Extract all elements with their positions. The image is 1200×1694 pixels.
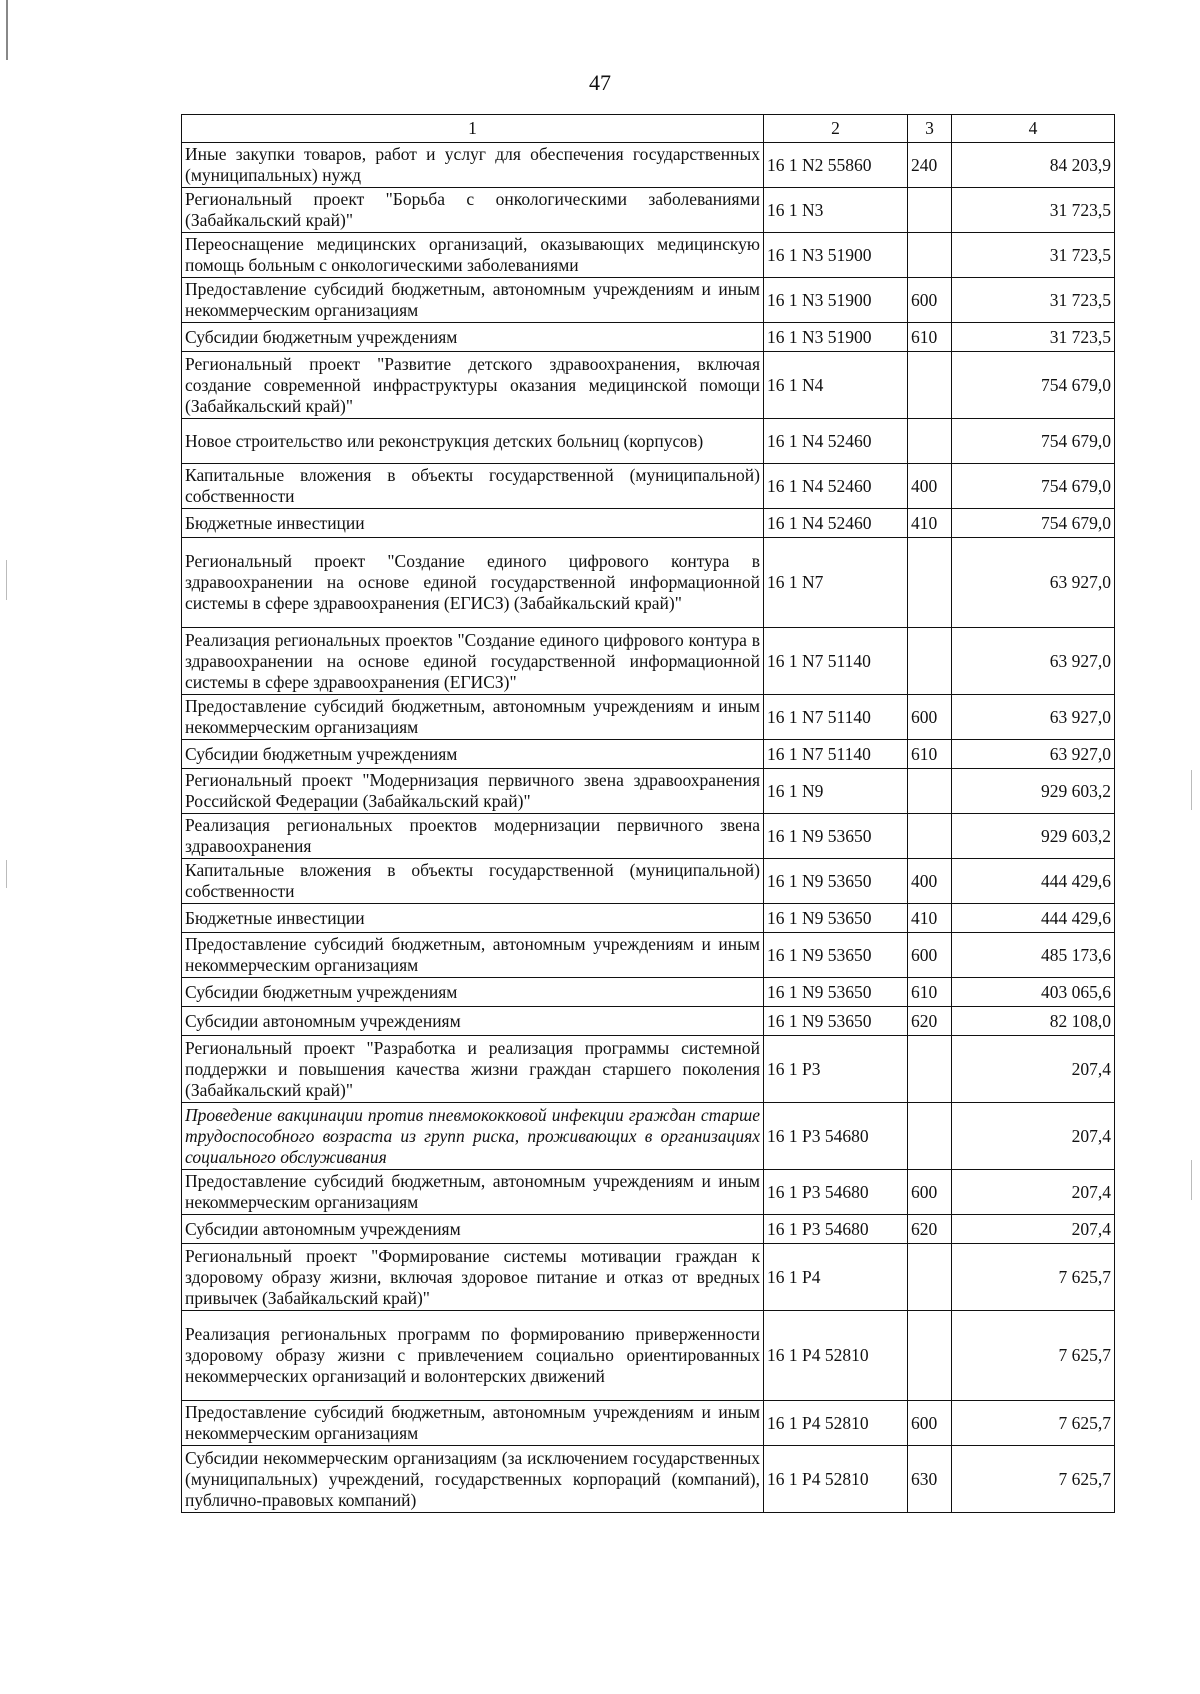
row-code-cell: 16 1 N4 52460: [764, 419, 908, 464]
row-code-cell: 16 1 P3 54680: [764, 1170, 908, 1215]
table-row: [182, 464, 1115, 509]
row-amount-cell: 31 723,5: [952, 233, 1115, 278]
row-amount-cell: 929 603,2: [952, 814, 1115, 859]
row-type-cell: 410: [908, 509, 952, 538]
row-name-cell: Иные закупки товаров, работ и услуг для обеспечения государственных (муниципальных) нужд: [182, 143, 764, 188]
row-type-cell: 600: [908, 1170, 952, 1215]
row-amount-cell: 754 679,0: [952, 352, 1115, 419]
table-row: [182, 769, 1115, 814]
header-col-4: 4: [952, 115, 1115, 143]
row-name-cell: Новое строительство или реконструкция детских больниц (корпусов): [182, 419, 764, 464]
row-name-cell: Переоснащение медицинских организаций, оказывающих медицинскую помощь больным с онкологическими заболеваниями: [182, 233, 764, 278]
row-name-cell: Субсидии автономным учреждениям: [182, 1007, 764, 1036]
row-code-cell: 16 1 N9 53650: [764, 814, 908, 859]
row-code-cell: 16 1 N2 55860: [764, 143, 908, 188]
row-name-cell: Капитальные вложения в объекты государственной (муниципальной) собственности: [182, 859, 764, 904]
table-row: [182, 278, 1115, 323]
row-code-cell: 16 1 N9 53650: [764, 933, 908, 978]
row-code-cell: 16 1 N9 53650: [764, 859, 908, 904]
row-amount-cell: 444 429,6: [952, 904, 1115, 933]
row-name-cell: Бюджетные инвестиции: [182, 509, 764, 538]
table-row: [182, 1311, 1115, 1401]
row-amount-cell: 754 679,0: [952, 464, 1115, 509]
scan-edge-mark: [1191, 770, 1192, 810]
row-name-cell: Региональный проект "Борьба с онкологическими заболеваниями (Забайкальский край)": [182, 188, 764, 233]
row-name-cell: Проведение вакцинации против пневмококковой инфекции граждан старше трудоспособного возраста из групп риска, проживающих в организациях социального обслуживания: [182, 1103, 764, 1170]
row-code-cell: 16 1 N9: [764, 769, 908, 814]
table-row: [182, 538, 1115, 628]
row-name-cell: Предоставление субсидий бюджетным, автономным учреждениям и иным некоммерческим организациям: [182, 695, 764, 740]
table-row: [182, 628, 1115, 695]
table-row: [182, 323, 1115, 352]
table-row: [182, 1103, 1115, 1170]
header-col-1: 1: [182, 115, 764, 143]
row-code-cell: 16 1 N9 53650: [764, 1007, 908, 1036]
row-type-cell: 600: [908, 278, 952, 323]
row-code-cell: 16 1 N7 51140: [764, 628, 908, 695]
table-row: [182, 1215, 1115, 1244]
row-type-cell: 610: [908, 323, 952, 352]
row-name-cell: Субсидии автономным учреждениям: [182, 1215, 764, 1244]
budget-table-body: [182, 115, 1115, 1513]
row-amount-cell: 754 679,0: [952, 509, 1115, 538]
table-row: [182, 1170, 1115, 1215]
table-row: [182, 1244, 1115, 1311]
scan-edge-mark: [1191, 1160, 1192, 1200]
table-row: [182, 352, 1115, 419]
table-row: [182, 859, 1115, 904]
row-code-cell: 16 1 N7: [764, 538, 908, 628]
row-name-cell: Региональный проект "Модернизация первичного звена здравоохранения Российской Федерации (Забайкальский край)": [182, 769, 764, 814]
row-amount-cell: 207,4: [952, 1036, 1115, 1103]
row-type-cell: [908, 352, 952, 419]
row-amount-cell: 444 429,6: [952, 859, 1115, 904]
row-code-cell: 16 1 N9 53650: [764, 904, 908, 933]
row-amount-cell: 754 679,0: [952, 419, 1115, 464]
budget-table: [181, 114, 1115, 1513]
row-code-cell: 16 1 N3: [764, 188, 908, 233]
row-amount-cell: 63 927,0: [952, 740, 1115, 769]
row-code-cell: 16 1 N3 51900: [764, 323, 908, 352]
row-type-cell: [908, 1311, 952, 1401]
row-type-cell: 620: [908, 1007, 952, 1036]
table-row: [182, 1446, 1115, 1513]
row-code-cell: 16 1 P3 54680: [764, 1103, 908, 1170]
scan-edge-mark: [6, 0, 8, 60]
row-amount-cell: 82 108,0: [952, 1007, 1115, 1036]
row-code-cell: 16 1 N7 51140: [764, 740, 908, 769]
row-type-cell: [908, 233, 952, 278]
row-amount-cell: 31 723,5: [952, 323, 1115, 352]
row-amount-cell: 207,4: [952, 1170, 1115, 1215]
row-code-cell: 16 1 P3: [764, 1036, 908, 1103]
row-amount-cell: 7 625,7: [952, 1311, 1115, 1401]
row-type-cell: [908, 538, 952, 628]
row-amount-cell: 63 927,0: [952, 628, 1115, 695]
row-name-cell: Капитальные вложения в объекты государственной (муниципальной) собственности: [182, 464, 764, 509]
table-row: [182, 904, 1115, 933]
row-type-cell: 410: [908, 904, 952, 933]
row-code-cell: 16 1 P3 54680: [764, 1215, 908, 1244]
row-amount-cell: 31 723,5: [952, 278, 1115, 323]
row-type-cell: [908, 1244, 952, 1311]
row-name-cell: Предоставление субсидий бюджетным, автономным учреждениям и иным некоммерческим организациям: [182, 933, 764, 978]
row-code-cell: 16 1 N3 51900: [764, 278, 908, 323]
row-type-cell: [908, 1103, 952, 1170]
row-code-cell: 16 1 P4 52810: [764, 1311, 908, 1401]
header-col-3: 3: [908, 115, 952, 143]
table-row: [182, 1007, 1115, 1036]
row-amount-cell: 7 625,7: [952, 1446, 1115, 1513]
row-type-cell: 600: [908, 933, 952, 978]
row-code-cell: 16 1 P4 52810: [764, 1401, 908, 1446]
row-type-cell: 620: [908, 1215, 952, 1244]
row-code-cell: 16 1 N4 52460: [764, 509, 908, 538]
page-number: 47: [589, 70, 611, 95]
row-name-cell: Предоставление субсидий бюджетным, автономным учреждениям и иным некоммерческим организациям: [182, 1401, 764, 1446]
row-name-cell: Реализация региональных проектов модернизации первичного звена здравоохранения: [182, 814, 764, 859]
table-header-row: [182, 115, 1115, 143]
row-code-cell: 16 1 N4 52460: [764, 464, 908, 509]
row-name-cell: Предоставление субсидий бюджетным, автономным учреждениям и иным некоммерческим организациям: [182, 278, 764, 323]
table-row: [182, 695, 1115, 740]
row-type-cell: 600: [908, 695, 952, 740]
row-name-cell: Региональный проект "Разработка и реализация программы системной поддержки и повышения качества жизни граждан старшего поколения (Забайкальский край)": [182, 1036, 764, 1103]
table-row: [182, 978, 1115, 1007]
row-code-cell: 16 1 N4: [764, 352, 908, 419]
row-amount-cell: 31 723,5: [952, 188, 1115, 233]
scan-edge-mark: [6, 860, 7, 888]
row-type-cell: 600: [908, 1401, 952, 1446]
row-code-cell: 16 1 P4: [764, 1244, 908, 1311]
row-amount-cell: 84 203,9: [952, 143, 1115, 188]
row-code-cell: 16 1 P4 52810: [764, 1446, 908, 1513]
row-name-cell: Предоставление субсидий бюджетным, автономным учреждениям и иным некоммерческим организациям: [182, 1170, 764, 1215]
row-type-cell: [908, 419, 952, 464]
table-row: [182, 509, 1115, 538]
row-name-cell: Региональный проект "Развитие детского здравоохранения, включая создание современной инфраструктуры оказания медицинской помощи (Забайкальский край)": [182, 352, 764, 419]
row-type-cell: 630: [908, 1446, 952, 1513]
row-name-cell: Реализация региональных программ по формированию приверженности здоровому образу жизни с привлечением социально ориентированных некоммерческих организаций и волонтерских движений: [182, 1311, 764, 1401]
row-type-cell: [908, 628, 952, 695]
row-name-cell: Субсидии бюджетным учреждениям: [182, 323, 764, 352]
table-row: [182, 933, 1115, 978]
row-amount-cell: 7 625,7: [952, 1401, 1115, 1446]
scan-edge-mark: [6, 560, 7, 600]
row-type-cell: 610: [908, 740, 952, 769]
row-name-cell: Субсидии бюджетным учреждениям: [182, 978, 764, 1007]
row-amount-cell: 207,4: [952, 1103, 1115, 1170]
table-row: [182, 188, 1115, 233]
row-type-cell: 240: [908, 143, 952, 188]
row-amount-cell: 403 065,6: [952, 978, 1115, 1007]
row-amount-cell: 485 173,6: [952, 933, 1115, 978]
row-name-cell: Субсидии бюджетным учреждениям: [182, 740, 764, 769]
row-name-cell: Региональный проект "Формирование системы мотивации граждан к здоровому образу жизни, включая здоровое питание и отказ от вредных привычек (Забайкальский край)": [182, 1244, 764, 1311]
table-row: [182, 814, 1115, 859]
row-name-cell: Бюджетные инвестиции: [182, 904, 764, 933]
row-amount-cell: 63 927,0: [952, 538, 1115, 628]
row-type-cell: [908, 814, 952, 859]
row-type-cell: [908, 769, 952, 814]
row-code-cell: 16 1 N3 51900: [764, 233, 908, 278]
row-name-cell: Реализация региональных проектов "Создание единого цифрового контура в здравоохранении на основе единой государственной информационной системы в сфере здравоохранения (ЕГИСЗ)": [182, 628, 764, 695]
table-row: [182, 1401, 1115, 1446]
row-type-cell: [908, 1036, 952, 1103]
row-type-cell: [908, 188, 952, 233]
row-code-cell: 16 1 N7 51140: [764, 695, 908, 740]
row-type-cell: 400: [908, 464, 952, 509]
header-col-2: 2: [764, 115, 908, 143]
row-type-cell: 400: [908, 859, 952, 904]
row-amount-cell: 7 625,7: [952, 1244, 1115, 1311]
table-row: [182, 740, 1115, 769]
table-row: [182, 143, 1115, 188]
row-amount-cell: 63 927,0: [952, 695, 1115, 740]
row-code-cell: 16 1 N9 53650: [764, 978, 908, 1007]
row-name-cell: Субсидии некоммерческим организациям (за исключением государственных (муниципальных) учреждений, государственных корпораций (компаний), публично-правовых компаний): [182, 1446, 764, 1513]
table-row: [182, 233, 1115, 278]
row-name-cell: Региональный проект "Создание единого цифрового контура в здравоохранении на основе единой государственной информационной системы в сфере здравоохранения (ЕГИСЗ) (Забайкальский край)": [182, 538, 764, 628]
table-row: [182, 1036, 1115, 1103]
row-amount-cell: 207,4: [952, 1215, 1115, 1244]
row-amount-cell: 929 603,2: [952, 769, 1115, 814]
row-type-cell: 610: [908, 978, 952, 1007]
table-row: [182, 419, 1115, 464]
